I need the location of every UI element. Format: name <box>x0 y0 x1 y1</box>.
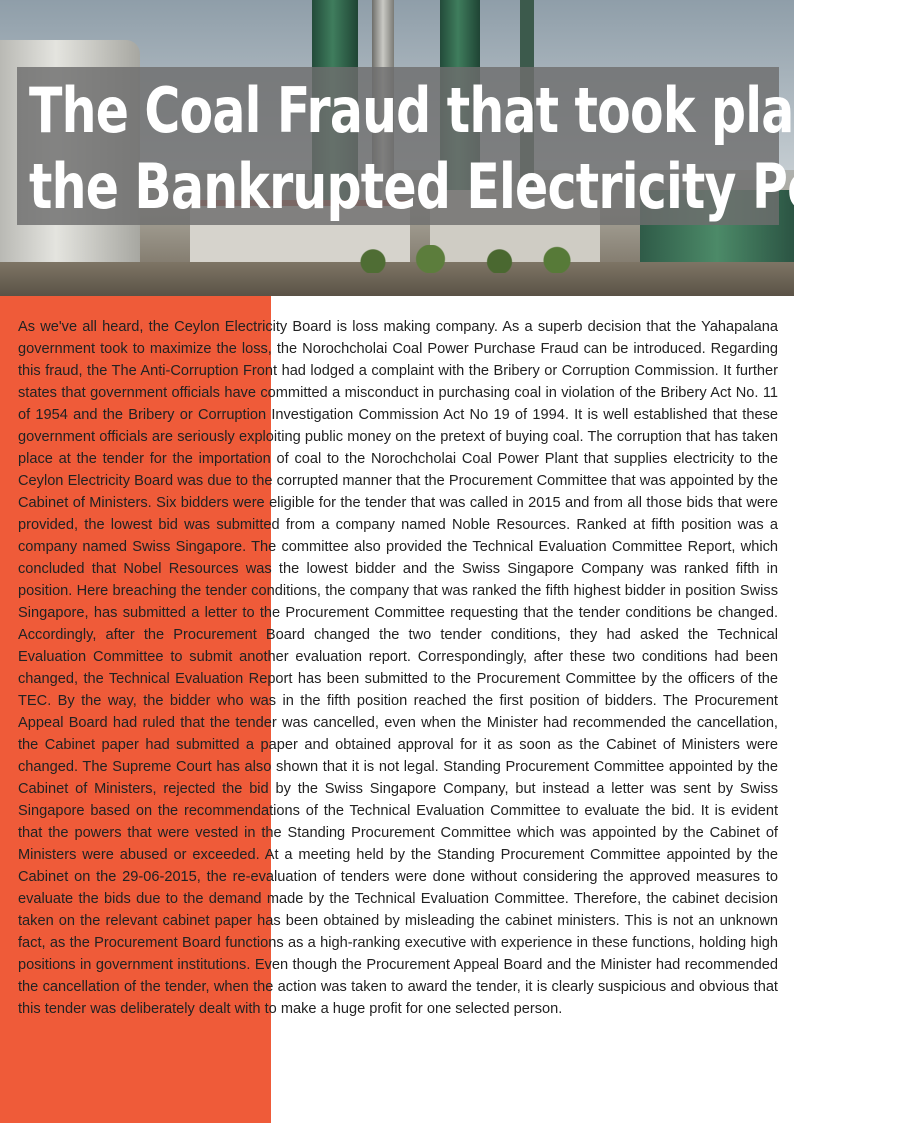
hero-trees <box>350 245 580 273</box>
title-banner <box>17 67 921 225</box>
page-title-line-2: the Bankrupted Electricity Power <box>29 150 921 223</box>
page-title-line-1: The Coal Fraud that took place in <box>29 74 921 147</box>
article-body: As we've all heard, the Ceylon Electricity Board is loss making company. As a superb decision that the Yahapalana government took to maximize the loss, the Norochcholai Coal Power Purchase Fraud can be introduced. Regarding this fraud, the The Anti-Corruption Front had lodged a complaint with the Bribery or Corruption Commission. It further states that government officials have committed a misconduct in purchasing coal in violation of the Bribery Act No. 11 of 1954 and the Bribery or Corruption Investigation Commission Act No 19 of 1994. It is well established that these government officials are seriously exploiting public money on the pretext of buying coal. The corruption that has taken place at the tender for the importation of coal to the Norochcholai Coal Power Plant that supplies electricity to the Ceylon Electricity Board was due to the corrupted manner that the Procurement Committee that was appointed by the Cabinet of Ministers. Six bidders were eligible for the tender that was called in 2015 and from all those bids that were provided, the lowest bid was submitted from a company named Noble Resources. Ranked at fifth position was a company named Swiss Singapore. The committee also provided the Technical Evaluation Committee Report, which concluded that Nobel Resources was the lowest bidder and the Swiss Singapore Company was ranked fifth in position. Here breaching the tender conditions, the company that was ranked the fifth highest bidder in position Swiss Singapore, has submitted a letter to the Procurement Committee requesting that the tender conditions be changed. Accordingly, after the Procurement Board changed the two tender conditions, they had asked the Technical Evaluation Committee to submit another evaluation report. Correspondingly, after these two conditions had been changed, the Technical Evaluation Report has been submitted to the Procurement Committee by the officers of the TEC. By the way, the bidder who was in the fifth position reached the first position of bidders. The Procurement Appeal Board had ruled that the tender was cancelled, even when the Minister had recommended the cancellation, the Cabinet paper had submitted a paper and obtained approval for it as soon as the Cabinet of Ministers were changed. The Supreme Court has also shown that it is not legal. Standing Procurement Committee appointed by the Cabinet of Ministers, rejected the bid by the Swiss Singapore Company, but instead a letter was sent by Swiss Singapore based on the recommendations of the Technical Evaluation Committee to evaluate the bid. It is evident that the powers that were vested in the Standing Procurement Committee which was appointed by the Cabinet of Ministers were abused or exceeded. At a meeting held by the Standing Procurement Committee appointed by the Cabinet on the 29-06-2015, the re-evaluation of tenders were done without considering the approved measures to evaluate the bids due to the demand made by the Technical Evaluation Committee. Therefore, the cabinet decision taken on the relevant cabinet paper has been obtained by misleading the cabinet ministers. This is not an unknown fact, as the Procurement Board functions as a high-ranking executive with experience in these functions, holding high positions in government institutions. Even though the Procurement Appeal Board and the Minister had recommended the cancellation of the tender, when the action was taken to award the tender, it is clearly suspicious and obvious that this tender was deliberately dealt with to make a huge profit for one selected person. <box>18 319 778 1017</box>
